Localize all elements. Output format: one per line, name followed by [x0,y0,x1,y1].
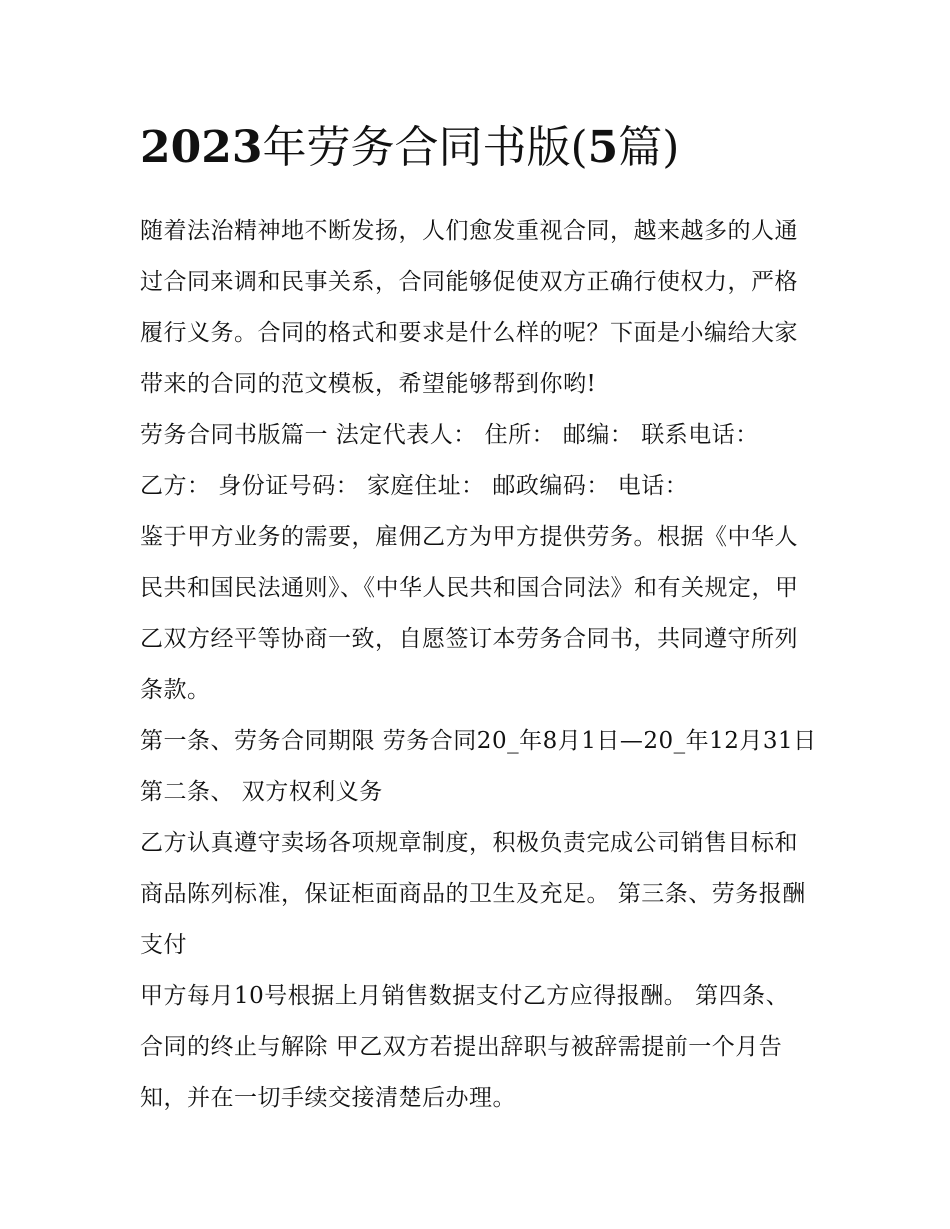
paragraph-party-a: 劳务合同书版篇一 法定代表人： 住所： 邮编： 联系电话： [140,422,759,448]
title-text: 年劳务合同书版( [262,122,588,173]
paragraph-preamble: 鉴于甲方业务的需要，雇佣乙方为甲方提供劳务。根据《中华人民共和国民法通则》、《中华人民共和国合同法》和有关规定，甲乙双方经平等协商一致，自愿签订本劳务合同书，共同遵守所列条款。 [140,524,799,703]
title-year: 2023 [140,122,263,173]
document-title [140,110,820,186]
title-count: 5 [587,122,619,173]
title-tail: 篇) [618,122,680,173]
paragraph-party-b: 乙方： 身份证号码： 家庭住址： 邮政编码： 电话： [140,473,689,499]
paragraph-intro: 随着法治精神地不断发扬，人们愈发重视合同，越来越多的人通过合同来调和民事关系，合同能够促使双方正确行使权力，严格履行义务。合同的格式和要求是什么样的呢？下面是小编给大家带来的合同的范文模板，希望能够帮到你哟! [140,218,798,397]
document-page [140,110,820,1124]
paragraph-article-1: 第一条、劳务合同期限 劳务合同20_年8月1日—20_年12月31日 第二条、 双方权利义务 [140,728,817,805]
paragraph-article-2: 乙方认真遵守卖场各项规章制度，积极负责完成公司销售目标和商品陈列标准，保证柜面商品的卫生及充足。 第三条、劳务报酬支付 [140,830,806,958]
paragraph-article-3: 甲方每月10号根据上月销售数据支付乙方应得报酬。 第四条、 合同的终止与解除 甲乙双方若提出辞职与被辞需提前一个月告知，并在一切手续交接清楚后办理。 [140,983,790,1111]
